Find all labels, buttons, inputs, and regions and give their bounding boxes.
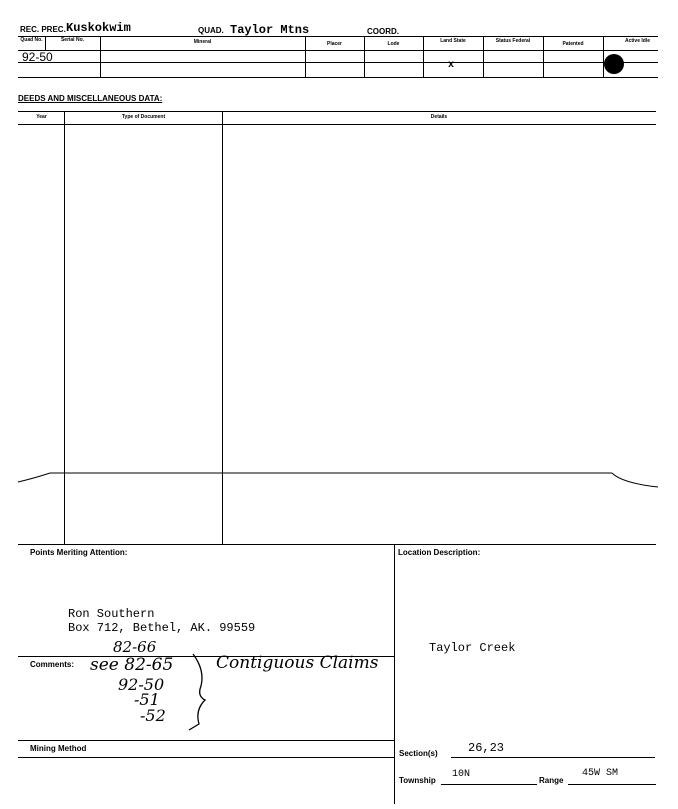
section-underline [451, 757, 655, 758]
section-label: Section(s) [399, 749, 438, 758]
mining-method-bottom-line [18, 757, 394, 758]
bottom-center-divider [394, 544, 395, 804]
points-line-2: Box 712, Bethel, AK. 99559 [68, 621, 256, 635]
deeds-title: DEEDS AND MISCELLANEOUS DATA: [18, 94, 163, 103]
deeds-top-line [18, 111, 656, 112]
land-state-header: Land State [440, 38, 466, 44]
mining-method-label: Mining Method [30, 744, 87, 753]
township-label: Township [399, 776, 436, 785]
handwriting-line-5: -52 [140, 706, 166, 725]
grid-divider [603, 36, 604, 77]
quad-value: Taylor Mtns [230, 23, 310, 37]
land-state-mark: x [448, 60, 455, 71]
grid-bottom-line [18, 77, 658, 78]
status-federal-header: Status Federal [495, 38, 531, 44]
coord-label: COORD. [367, 27, 399, 36]
points-meriting-attention-label: Points Meriting Attention: [30, 548, 128, 557]
handwriting-bracket [185, 650, 215, 735]
grid-header-line [18, 50, 658, 51]
serial-no-header: Serial No. [60, 37, 85, 43]
active-idle-header: Active Idle [624, 38, 650, 44]
rec-prec-value: Kuskokwim [66, 21, 131, 35]
range-underline [568, 784, 656, 785]
range-value: 45W SM [582, 768, 619, 779]
details-header: Details [430, 114, 448, 120]
handwriting-line-4: -51 [134, 690, 160, 709]
township-value: 10N [452, 769, 471, 780]
range-label: Range [539, 776, 564, 785]
quad-serial-value: 92-50 [22, 50, 53, 64]
punch-hole [604, 54, 624, 74]
type-of-document-header: Type of Document [121, 114, 166, 120]
comments-label: Comments: [30, 660, 75, 669]
handwriting-line-2: see 82-65 [90, 655, 174, 675]
fold-line [0, 465, 678, 495]
patented-header: Patented [562, 41, 584, 47]
lode-header: Lode [387, 41, 400, 47]
quad-no-header: Quad No. [20, 37, 43, 43]
bottom-top-line [18, 544, 656, 545]
points-line-1: Ron Southern [68, 607, 155, 621]
handwriting-line-1: 82-66 [113, 638, 157, 656]
handwriting-note: Contiguous Claims [216, 653, 379, 673]
section-value: 26,23 [468, 741, 505, 755]
township-underline [441, 784, 537, 785]
quad-label: QUAD. [198, 26, 224, 35]
handwriting-line-3: 92-50 [118, 675, 165, 694]
deeds-header-line [18, 124, 656, 125]
grid-top-line [18, 36, 658, 37]
rec-prec-label: REC. PREC. [20, 25, 66, 34]
location-description-label: Location Description: [398, 548, 481, 557]
mining-method-top-line [18, 740, 394, 741]
mineral-header: Mineral [193, 39, 212, 45]
placer-header: Placer [326, 41, 342, 47]
location-value: Taylor Creek [429, 641, 516, 655]
grid-mid-line [18, 62, 658, 63]
year-header: Year [36, 114, 47, 120]
